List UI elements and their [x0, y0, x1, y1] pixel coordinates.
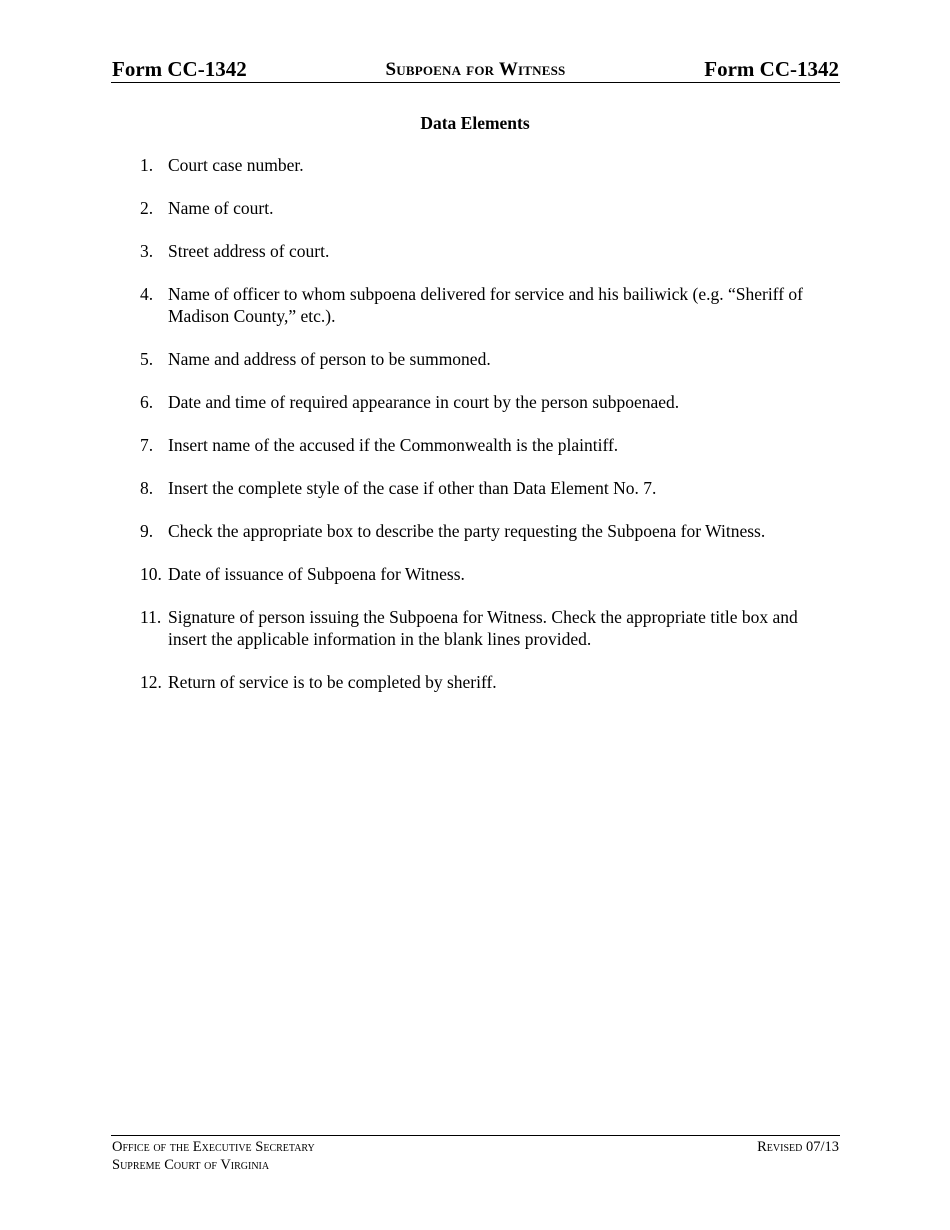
item-number: 11.	[140, 607, 162, 628]
list-item	[140, 672, 830, 694]
list-item	[140, 155, 830, 177]
item-text: Name and address of person to be summoned.	[168, 348, 491, 369]
item-number: 6.	[140, 391, 154, 412]
list-item	[140, 198, 830, 220]
form-number-right: Form CC-1342	[704, 57, 839, 81]
section-heading: Data Elements	[420, 113, 530, 133]
item-number: 8.	[140, 478, 154, 499]
form-number-left: Form CC-1342	[112, 57, 247, 81]
list-item	[140, 241, 830, 263]
item-number: 3.	[140, 241, 154, 262]
item-text: Insert the complete style of the case if other than Data Element No. 7.	[168, 478, 657, 499]
footer-office	[112, 1138, 315, 1174]
list-item	[140, 349, 830, 371]
footer-revised: Revised 07/13	[757, 1139, 839, 1155]
list-item	[140, 392, 830, 414]
list-item	[140, 564, 830, 586]
list-item	[140, 521, 830, 543]
item-number: 10.	[140, 564, 162, 585]
item-number: 1.	[140, 155, 154, 175]
list-item	[140, 478, 830, 500]
item-number: 2.	[140, 198, 154, 219]
item-text: Date of issuance of Subpoena for Witness.	[168, 564, 465, 585]
item-text: Court case number.	[168, 155, 304, 175]
item-text: Signature of person issuing the Subpoena for Witness. Check the appropriate title box and insert the applicable information in the blank lines provided.	[168, 607, 798, 649]
footer-office-line2: Supreme Court of Virginia	[112, 1157, 270, 1173]
item-text: Name of court.	[168, 198, 274, 219]
item-number: 12.	[140, 672, 162, 693]
item-text: Name of officer to whom subpoena delivered for service and his bailiwick (e.g. “Sheriff of Madison County,” etc.).	[168, 284, 803, 326]
item-text: Street address of court.	[168, 241, 330, 262]
page-footer	[111, 1135, 840, 1173]
item-text: Return of service is to be completed by sheriff.	[168, 672, 497, 693]
item-text: Check the appropriate box to describe the party requesting the Subpoena for Witness.	[168, 521, 766, 542]
list-item	[140, 435, 830, 457]
item-number: 7.	[140, 435, 154, 456]
footer-office-line1: Office of the Executive Secretary	[112, 1139, 315, 1155]
list-item	[140, 284, 830, 327]
item-number: 4.	[140, 284, 154, 305]
form-title: Subpoena for Witness	[385, 59, 566, 80]
item-text: Date and time of required appearance in court by the person subpoenaed.	[168, 391, 680, 412]
page-header	[111, 56, 840, 83]
data-elements-list	[140, 155, 830, 715]
item-number: 9.	[140, 521, 154, 542]
item-text: Insert name of the accused if the Commonwealth is the plaintiff.	[168, 435, 619, 456]
item-number: 5.	[140, 348, 154, 369]
list-item	[140, 607, 830, 650]
